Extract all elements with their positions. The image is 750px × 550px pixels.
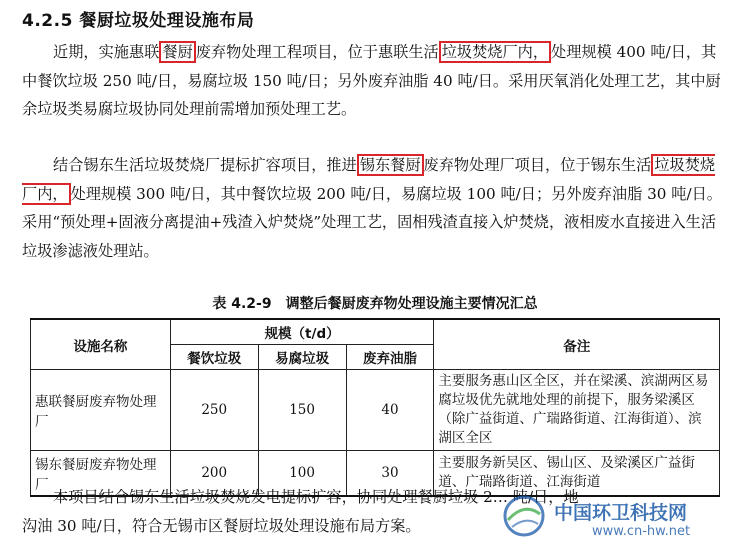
row-note: 主要服务惠山区全区，并在梁溪、滨湖两区易腐垃圾优先就地处理的前提下，服务梁溪区（除广益街道、广瑞路街道、江海街道）、滨湖区全区 [434,370,720,451]
row-oil-value: 30 [346,451,434,497]
paragraph-huilian [22,38,726,124]
highlight-box-incineration-plant: 垃圾焚烧厂内， [439,41,551,63]
highlight-box-canchu: 餐厨 [159,41,195,63]
highlight-box-incineration-plant-2: 垃圾焚烧厂内， [22,156,716,203]
row-perishable-value: 100 [258,451,346,497]
header-note: 备注 [434,319,720,370]
paragraph-conclusion [22,483,582,540]
watermark [502,492,732,546]
watermark-title: 中国环卫科技网 [554,502,688,524]
header-perishable-waste: 易腐垃圾 [258,345,346,370]
table-caption: 表 4.2-9 调整后餐厨废弃物处理设施主要情况汇总 [212,296,538,312]
para1-text-1: 近期，实施惠联 [53,43,160,61]
para1-text-3: 处理规模 400 吨/日，其中餐饮垃圾 250 吨/日，易腐垃圾 150 吨/日；另外废弃油脂 40 吨/日。采用厌氧消化处理工艺，其中厨余垃圾类易腐垃圾协同处理前需增加预处理工艺。 [22,43,721,118]
para2-text-1: 结合锡东生活垃圾焚烧厂提标扩容项目，推进 [53,156,357,174]
watermark-url: www.cn-hw.net [592,524,691,539]
header-facility-name: 设施名称 [31,319,171,370]
row-catering-value: 250 [170,370,258,451]
header-catering-waste: 餐饮垃圾 [170,345,258,370]
table-header-row [31,319,720,345]
row-facility-name: 锡东餐厨废弃物处理厂 [31,451,171,497]
globe-logo-icon [502,494,546,538]
paragraph-xidong [22,151,726,265]
conclusion-text: 本项目结合锡东生活垃圾焚烧发电提标扩容，协同处理餐厨垃圾 2… 吨/日，地沟油 30 吨/日，符合无锡市区餐厨垃圾处理设施布局方案。 [22,488,579,535]
header-waste-oil: 废弃油脂 [346,345,434,370]
highlight-box-xidong-canchu: 锡东餐厨 [357,154,424,176]
table-row [31,370,720,451]
row-perishable-value: 150 [258,370,346,451]
row-oil-value: 40 [346,370,434,451]
row-facility-name: 惠联餐厨废弃物处理厂 [31,370,171,451]
para2-text-3: 处理规模 300 吨/日，其中餐饮垃圾 200 吨/日，易腐垃圾 100 吨/日；另外废弃油脂 30 吨/日。采用“预处理+固液分离提油+残渣入炉焚烧”处理工艺，固相残渣直接入炉焚烧，液相废水直接进入生活垃圾渗滤液处理站。 [22,184,722,260]
facilities-table [30,318,720,497]
para2-text-2: 废弃物处理厂项目，位于锡东生活 [423,156,652,174]
header-scale: 规模（t/d） [170,319,434,345]
section-heading: 4.2.5 餐厨垃圾处理设施布局 [22,11,255,31]
para1-text-2: 废弃物处理工程项目，位于惠联生活 [195,43,439,61]
row-catering-value: 200 [170,451,258,497]
row-note: 主要服务新吴区、锡山区、及梁溪区广益街道、广瑞路街道、江海街道 [434,451,720,497]
